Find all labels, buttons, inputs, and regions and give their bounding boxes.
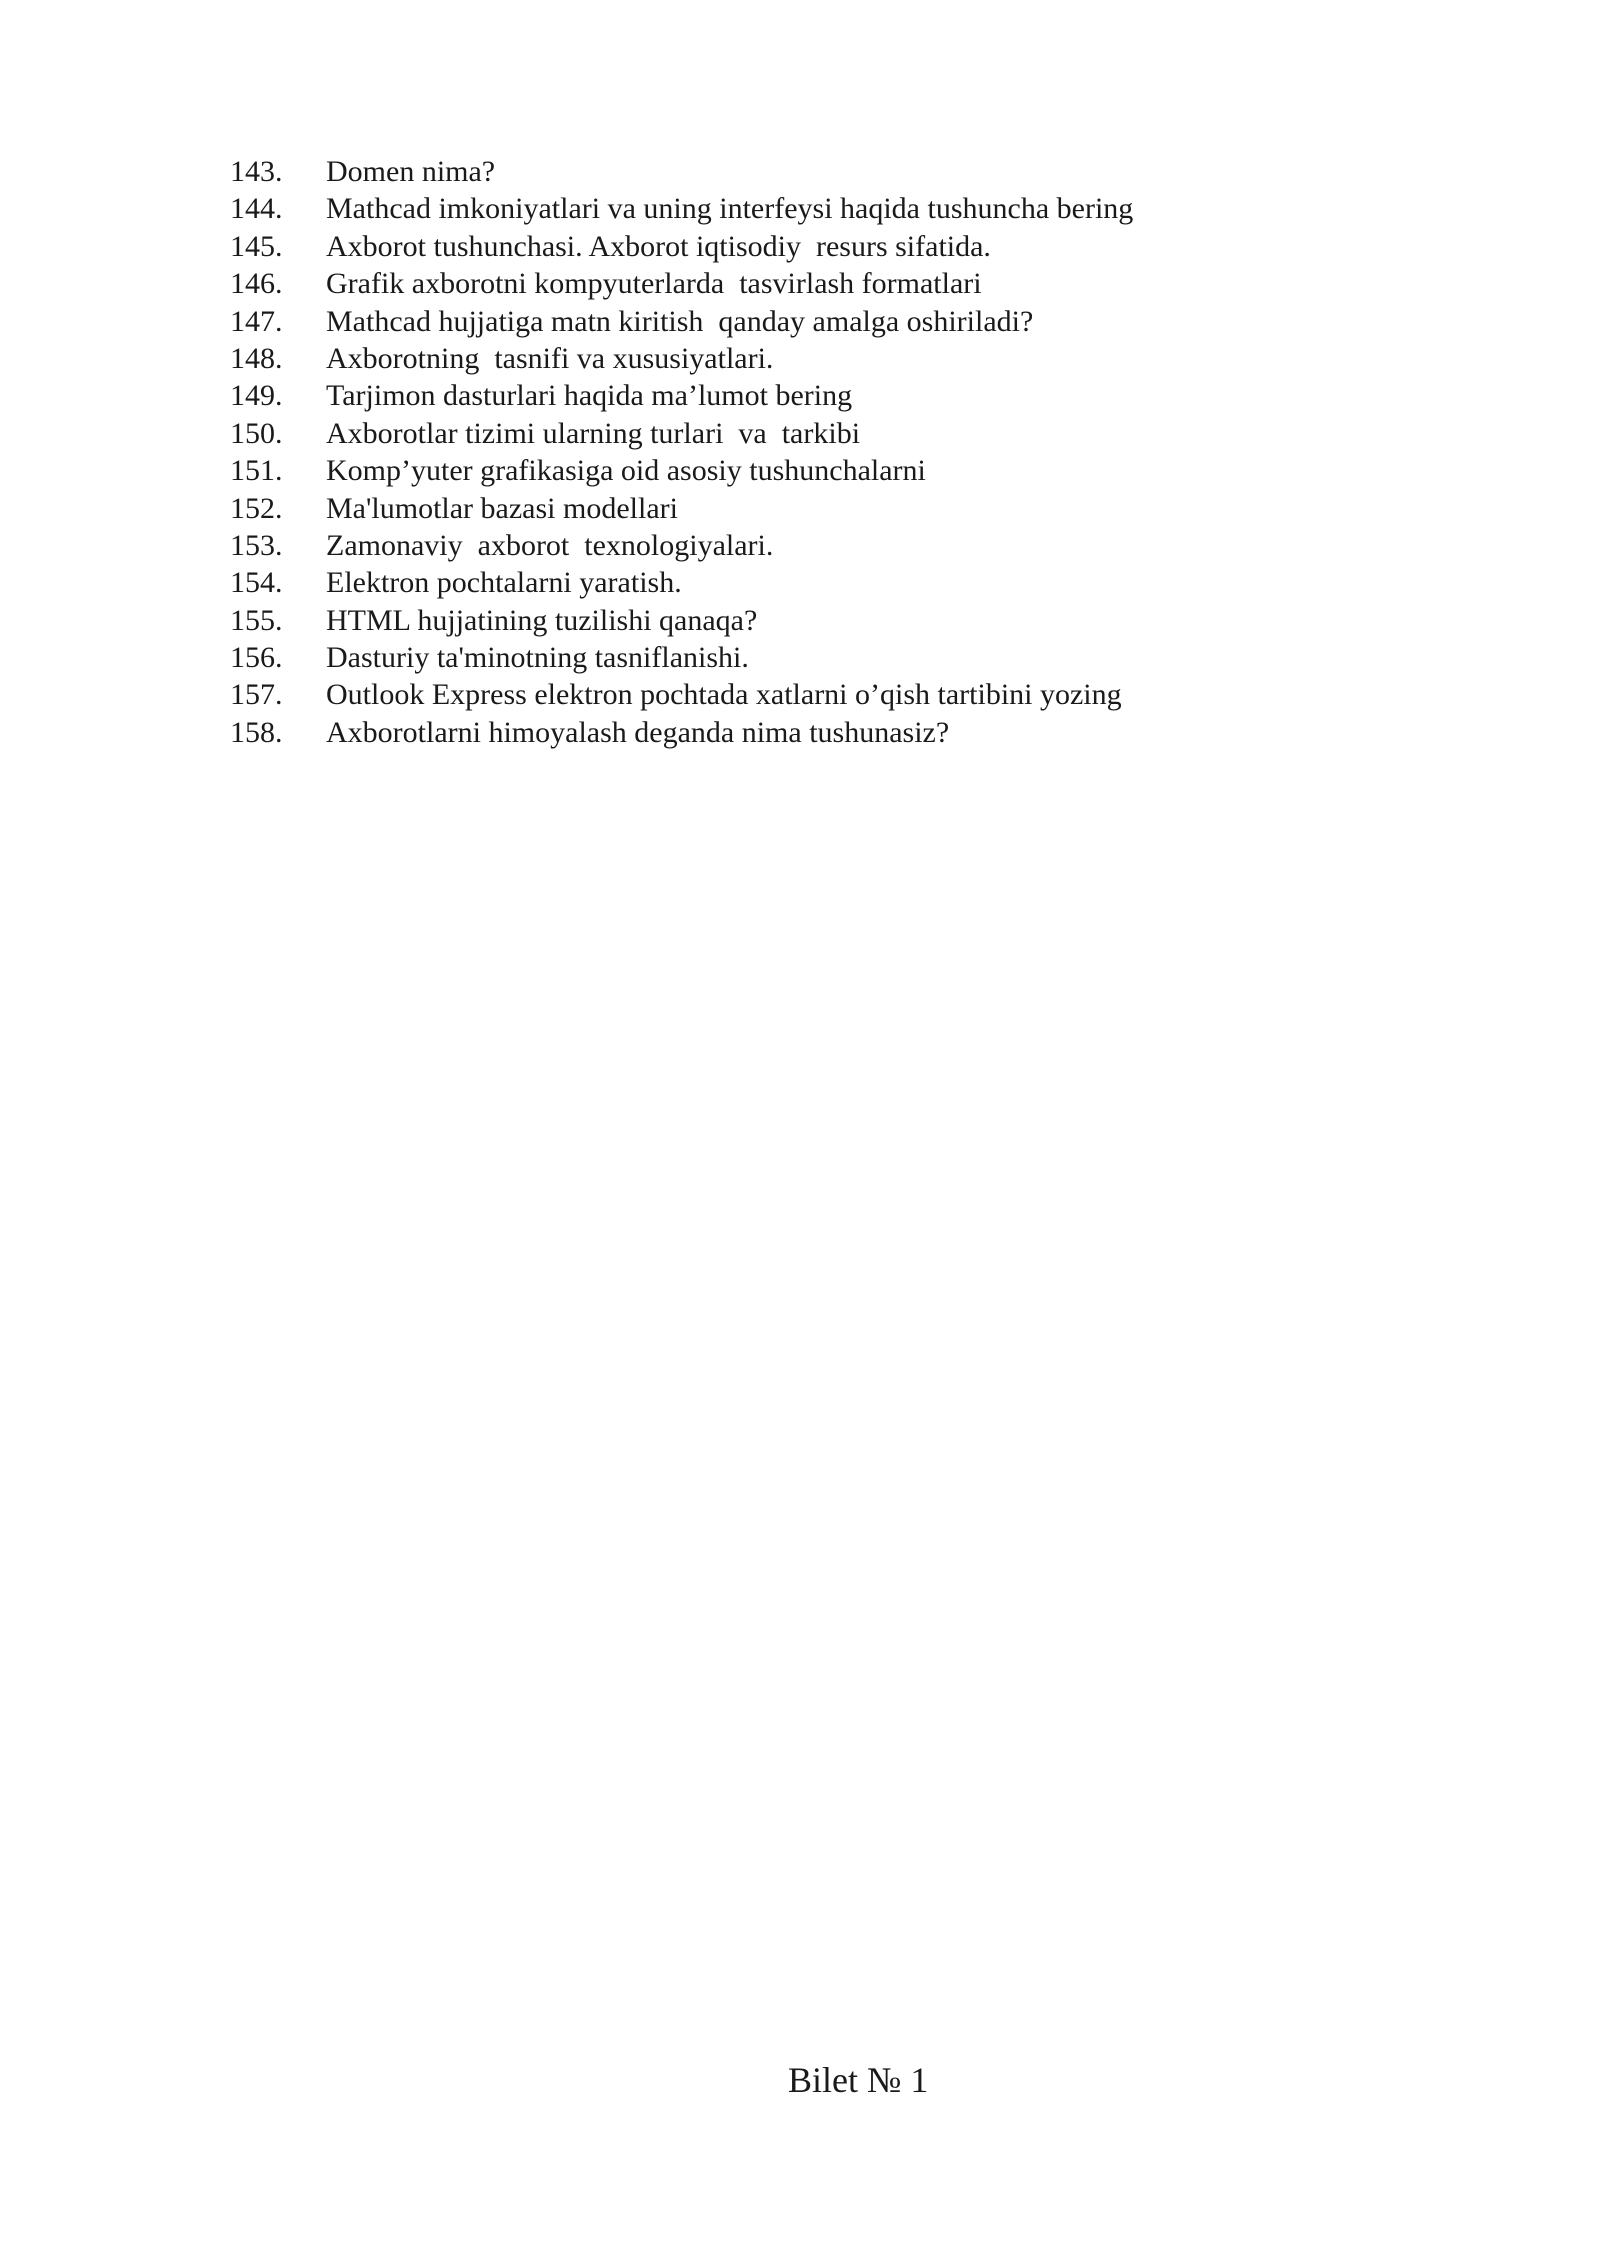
question-number: 151. bbox=[230, 454, 283, 488]
question-text: Mathcad hujjatiga matn kiritish qanday amalga oshiriladi? bbox=[326, 304, 1034, 338]
question-text: Grafik axborotni kompyuterlarda tasvirlash formatlari bbox=[326, 267, 982, 301]
question-text: Domen nima? bbox=[326, 155, 496, 188]
question-item bbox=[230, 639, 1370, 676]
question-item bbox=[230, 303, 1370, 340]
question-text: Mathcad imkoniyatlari va uning interfeysi haqida tushuncha bering bbox=[326, 192, 1134, 226]
question-number: 143. bbox=[230, 155, 283, 188]
question-item bbox=[230, 153, 1370, 190]
question-text: Ma'lumotlar bazasi modellari bbox=[326, 491, 678, 525]
question-item bbox=[230, 190, 1370, 227]
question-number: 150. bbox=[230, 416, 283, 450]
question-text: Zamonaviy axborot texnologiyalari. bbox=[326, 528, 774, 562]
question-number: 148. bbox=[230, 341, 283, 375]
question-item bbox=[230, 340, 1370, 377]
question-text: Dasturiy ta'minotning tasniflanishi. bbox=[326, 641, 749, 675]
question-text: Axborotlar tizimi ularning turlari va tarkibi bbox=[326, 416, 861, 450]
question-number: 147. bbox=[230, 304, 283, 338]
question-number: 158. bbox=[230, 715, 283, 749]
question-number: 149. bbox=[230, 379, 283, 413]
question-number: 156. bbox=[230, 641, 283, 675]
question-text: Axborot tushunchasi. Axborot iqtisodiy resurs sifatida. bbox=[326, 229, 991, 263]
question-item bbox=[230, 228, 1370, 265]
ticket-title: Bilet № 1 bbox=[788, 2060, 929, 2100]
question-number: 157. bbox=[230, 678, 283, 712]
question-text: Tarjimon dasturlari haqida ma’lumot bering bbox=[326, 379, 853, 413]
question-number: 153. bbox=[230, 528, 283, 562]
question-item bbox=[230, 415, 1370, 452]
question-text: Outlook Express elektron pochtada xatlarni o’qish tartibini yozing bbox=[326, 678, 1122, 712]
question-item bbox=[230, 676, 1370, 713]
question-text: Axborotlarni himoyalash deganda nima tushunasiz? bbox=[326, 715, 950, 749]
question-item bbox=[230, 490, 1370, 527]
question-list bbox=[230, 153, 1370, 751]
question-number: 152. bbox=[230, 491, 283, 525]
question-item bbox=[230, 527, 1370, 564]
question-item bbox=[230, 452, 1370, 489]
question-item bbox=[230, 564, 1370, 601]
question-item bbox=[230, 602, 1370, 639]
question-number: 146. bbox=[230, 267, 283, 301]
question-text: HTML hujjatining tuzilishi qanaqa? bbox=[326, 603, 758, 637]
question-item bbox=[230, 265, 1370, 302]
question-text: Komp’yuter grafikasiga oid asosiy tushunchalarni bbox=[326, 454, 926, 488]
question-text: Elektron pochtalarni yaratish. bbox=[326, 566, 682, 600]
question-number: 154. bbox=[230, 566, 283, 600]
question-item bbox=[230, 714, 1370, 751]
question-number: 155. bbox=[230, 603, 283, 637]
question-item bbox=[230, 377, 1370, 414]
question-number: 145. bbox=[230, 229, 283, 263]
question-number: 144. bbox=[230, 192, 283, 226]
question-text: Axborotning tasnifi va xususiyatlari. bbox=[326, 341, 774, 375]
